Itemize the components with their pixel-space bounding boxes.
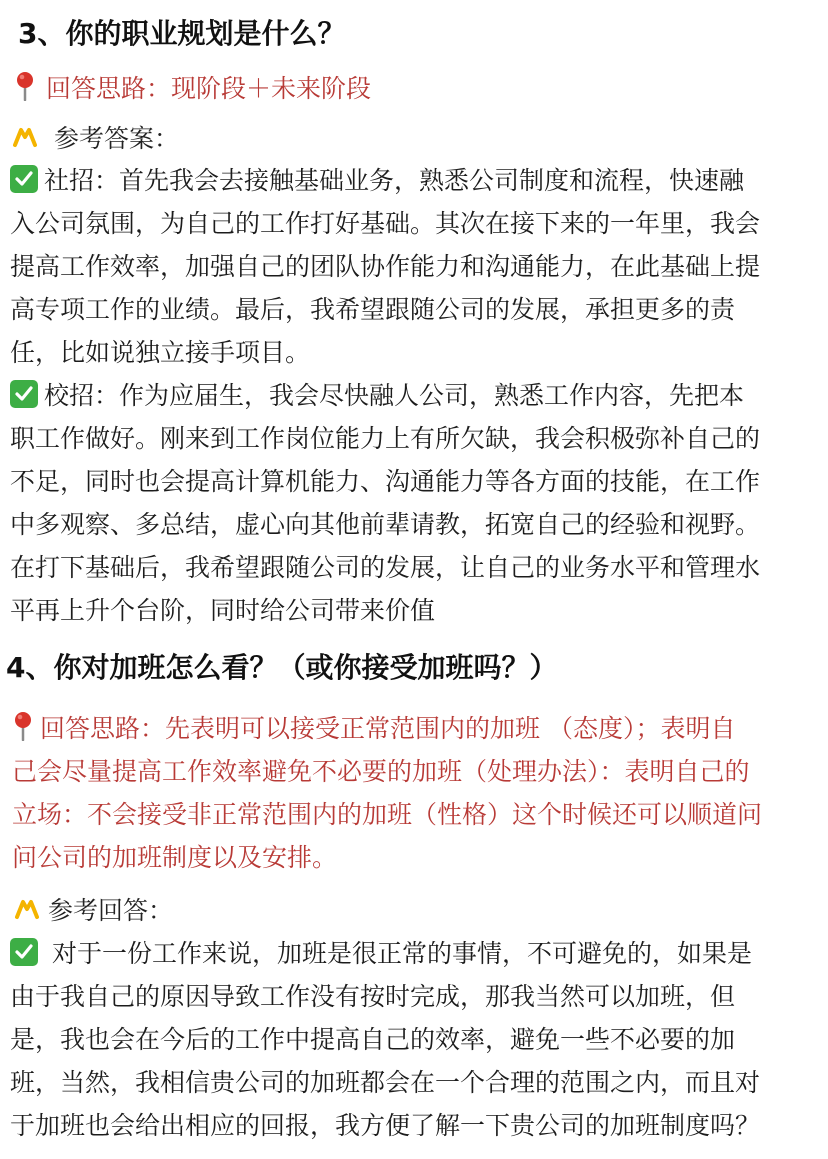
round-pushpin-icon [12,711,34,741]
social-recruit-answer [10,159,760,374]
campus-recruit-answer [10,374,760,632]
question-3-approach [14,67,371,110]
answer-line: 提高工作效率，加强自己的团队协作能力和沟通能力，在此基础上提 [10,252,761,281]
answer-line: 班，当然，我相信贵公司的加班都会在一个合理的范围之内，而且对 [10,1068,761,1097]
question-4-reference-label [14,889,173,932]
approach-line: 己会尽量提高工作效率避免不必要的加班（处理办法）：表明自己的 [12,757,750,786]
approach-line: 回答思路：先表明可以接受正常范围内的加班 （态度）；表明自 [40,714,736,743]
approach-line: 立场：不会接受非正常范围内的加班（性格）这个时候还可以顺道问 [12,800,763,829]
question-4-title: 4、你对加班怎么看？（或你接受加班吗？） [6,651,558,684]
reference-label-text: 参考回答： [48,896,174,925]
question-4-approach [12,707,762,879]
answer-line: 任，比如说独立接手项目。 [10,338,311,367]
answer-line: 入公司氛围，为自己的工作打好基础。其次在接下来的一年里，我会 [10,209,761,238]
answer-line: 高专项工作的业绩。最后，我希望跟随公司的发展，承担更多的责 [10,295,736,324]
approach-text: 回答思路：现阶段＋未来阶段 [46,74,372,103]
answer-line: 对于一份工作来说，加班是很正常的事情，不可避免的，如果是 [44,939,752,968]
answer-line: 是，我也会在今后的工作中提高自己的效率，避免一些不必要的加 [10,1025,736,1054]
answer-line: 社招：首先我会去接触基础业务，熟悉公司制度和流程，快速融 [44,166,745,195]
answer-line: 由于我自己的原因导致工作没有按时完成，那我当然可以加班，但 [10,982,736,1011]
answer-line: 不足，同时也会提高计算机能力、沟通能力等各方面的技能，在工作 [10,467,761,496]
round-pushpin-icon [14,71,36,101]
answer-line: 校招：作为应届生，我会尽快融人公司，熟悉工作内容，先把本 [44,381,745,410]
answer-line: 中多观察、多总结，虚心向其他前辈请教，拓宽自己的经验和视野。 [10,510,761,539]
reference-label-text: 参考答案： [54,124,180,153]
approach-line: 问公司的加班制度以及安排。 [12,843,338,872]
check-mark-button-icon [10,938,38,966]
overtime-answer [10,932,760,1147]
raising-hands-icon [14,891,44,915]
question-3-title: 3、你的职业规划是什么？ [18,17,346,50]
raising-hands-icon [12,119,42,143]
answer-line: 平再上升个台阶，同时给公司带来价值 [10,596,436,625]
answer-line: 职工作做好。刚来到工作岗位能力上有所欠缺，我会积极弥补自己的 [10,424,761,453]
question-3-reference-label [12,117,179,160]
check-mark-button-icon [10,380,38,408]
answer-line: 于加班也会给出相应的回报，我方便了解一下贵公司的加班制度吗？ [10,1111,761,1140]
check-mark-button-icon [10,165,38,193]
answer-line: 在打下基础后，我希望跟随公司的发展，让自己的业务水平和管理水 [10,553,761,582]
